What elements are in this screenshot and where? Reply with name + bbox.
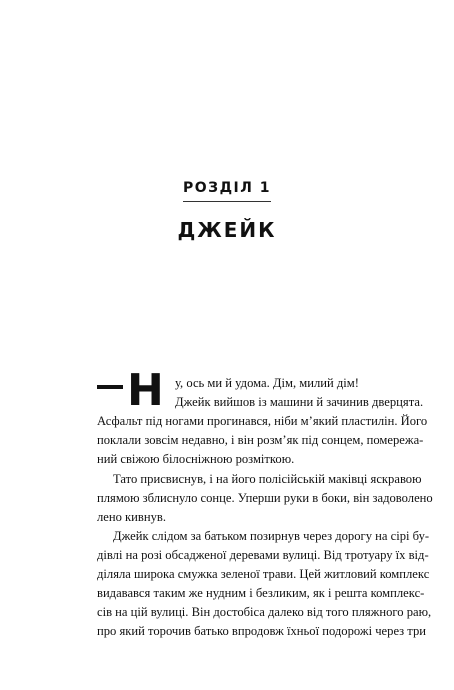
- chapter-title: ДЖЕЙК: [177, 218, 277, 242]
- body-line-3: Асфальт під ногами прогинався, ніби м’який пластилін. Його: [97, 414, 428, 428]
- body-line-11: діляла широка смужка зеленої трави. Цей житловий комплекс: [97, 567, 430, 581]
- dropcap-dash: [97, 385, 123, 389]
- chapter-divider: [183, 201, 271, 202]
- body-line-5: ний свіжою білосніжною розміткою.: [97, 452, 295, 466]
- dropcap-letter: Н: [127, 365, 164, 416]
- body-line-1: у, ось ми й удома. Дім, милий дім!: [175, 376, 359, 390]
- body-line-6: Тато присвиснув, і на його полісійській маківці яскравою: [113, 472, 422, 486]
- chapter-number: РОЗДІЛ 1: [182, 180, 272, 196]
- body-line-9: Джейк слідом за батьком позирнув через дорогу на сірі бу-: [113, 529, 430, 543]
- body-line-2: Джейк вийшов із машини й зачинив дверцята.: [175, 395, 424, 409]
- body-line-7: плямою зблиснуло сонце. Уперши руки в боки, він задоволено: [97, 491, 433, 505]
- body-line-8: лено кивнув.: [97, 510, 166, 524]
- body-line-13: сів на цій вулиці. Він достобіса далеко від того пляжного раю,: [97, 605, 432, 619]
- body-line-12: видавався таким же нудним і безликим, як і решта комплекс-: [97, 586, 425, 600]
- body-line-10: дівлі на розі обсадженої деревами вулиці. Від тротуару їх від-: [97, 548, 429, 562]
- body-line-14: про який торочив батько впродовж їхньої подорожі через три: [97, 624, 426, 638]
- body-line-4: поклали зовсім недавно, і він розм’як під сонцем, помережа-: [97, 433, 424, 447]
